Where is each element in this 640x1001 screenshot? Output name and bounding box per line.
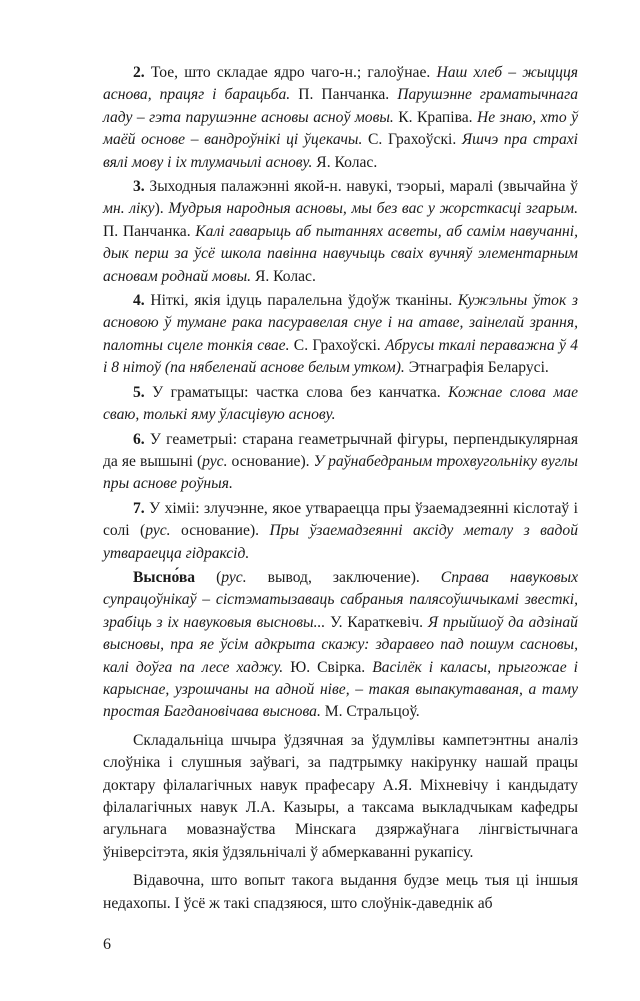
entry-number: 4. (133, 292, 145, 310)
dictionary-entry (103, 567, 578, 724)
definition-text: Ю. Свірка. (283, 658, 373, 676)
example-text: мн. ліку (103, 200, 155, 218)
definition-text: Ніткі, якія ідуць паралельна ўдоўж тканіны. (144, 292, 458, 310)
dictionary-entry (103, 176, 578, 288)
example-text: Васілёк і каласы, прыгожае і карыснае, узрошчаны на адной ніве, – такая выпакутаваная, а таму простая Багдановічава выснова. (103, 658, 578, 721)
example-text: рус. (145, 522, 171, 540)
example-text: Яшчэ пра страхі вялі мову і іх тлумачылі аснову. (103, 131, 578, 171)
example-text: Кожнае слова мае сваю, толькі яму ўласцівую аснову. (103, 383, 579, 424)
entry-number: 5. (133, 383, 145, 401)
definition-text: М. Стральцоў. (320, 703, 420, 721)
dictionary-entry (103, 429, 578, 496)
definition-text: Этнаграфія Беларусі. (404, 359, 549, 377)
definition-text: вывод, заключение). (246, 568, 441, 586)
dictionary-entry (103, 498, 578, 565)
entry-number: 3. (133, 178, 145, 196)
definition-text: Тое, што складае ядро чаго-н.; галоўнае. (144, 64, 437, 81)
definition-text: основание). (170, 522, 270, 540)
entry-number: 2. (133, 64, 145, 81)
definition-text: П. Панчанка. (290, 86, 398, 104)
preface-paragraph: Відавочна, што вопыт такога выдання будзе мець тыя ці іншыя недахопы. І ўсё ж такі спадзяюся, што слоўнік-даведнік аб (103, 872, 578, 912)
definition-text: Я. Колас. (251, 267, 316, 285)
dictionary-entry (103, 290, 578, 380)
definition-text: ( (195, 568, 222, 586)
body-text (103, 62, 578, 915)
definition-text: С. Грахоўскі. (362, 131, 462, 149)
page-number: 6 (103, 936, 111, 953)
definition-text: У граматыцы: частка слова без канчатка. (144, 383, 449, 401)
definition-text: С. Грахоўскі. (289, 336, 386, 354)
definition-text: основание). (227, 452, 314, 470)
example-text: Абрусы ткалі пераважна ў 4 і 8 нітоў (па нябеленай аснове белым утком). (103, 336, 579, 377)
dictionary-entry (103, 382, 578, 427)
definition-text: П. Панчанка. (103, 222, 196, 240)
example-text: Пры ўзаемадзеянні аксіду металу з вадой утвараецца гідраксід. (103, 522, 579, 562)
definition-text: У. Караткевіч. (325, 613, 428, 631)
definition-text: У хіміі: злучэнне, якое утвараецца пры ўзаемадзеянні кіслотаў і солі ( (103, 499, 578, 540)
definition-text: У геаметрыі: старана геаметрычнай фігуры, перпендыкулярная да яе вышыні ( (103, 430, 578, 470)
example-text: рус. (221, 568, 247, 586)
example-text: У раўнабедраным трохвугольніку вуглы пры аснове роўныя. (103, 452, 578, 493)
definition-text: Я. Колас. (312, 153, 378, 171)
definition-text: Зыходныя палажэнні якой-н. навукі, тэорыі, маралі (звычайна ў (144, 178, 578, 196)
example-text: рус. (202, 452, 228, 470)
dictionary-entry (103, 62, 578, 174)
entry-number: 6. (133, 430, 145, 448)
preface-paragraph: Складальніца шчыра ўдзячная за ўдумлівы кампетэнтны аналіз слоўніка і слушныя заўвагі, за падтрымку накірунку нашай працы доктару філалагічных навук прафесару А.Я. Міхневічу і кандыдату філалагічных навук Л.А. Казыры, а таксама выкладчыкам кафедры агульнага мовазнаўства Мінскага дзяржаўнага лінгвістычнага ўніверсітэта, якія ўдзяльнічалі ў абмеркаванні рукапісу. (103, 731, 578, 861)
example-text: Справа навуковых супрацоўнікаў – сістэматызаваць сабраныя палясоўшчыкамі звесткі, зрабіць з іх навуковыя высновы... (103, 568, 578, 631)
example-text: Парушэнне граматычнага ладу – гэта парушэнне асновы асноў мовы. (103, 86, 578, 126)
definition-text: ). (154, 200, 169, 218)
example-text: Наш хлеб – жыццця аснова, працяг і барацьба. (103, 64, 578, 104)
entry-number: Высно́ва (133, 568, 196, 586)
example-text: Кужэльны ўток з асновою ў тумане рака пасуравелая снуе і на атаве, заінелай зрання, палотны сцеле тонкія свае. (103, 292, 578, 354)
example-text: Не знаю, хто ў маёй основе – вандроўнікі ці ўцекачы. (103, 108, 578, 149)
example-text: Я прыйшоў да адзінай высновы, пра яе ўсім адкрыта скажу: здаравео пад пошум сасновы, калі доўга па лесе хаджу. (103, 613, 578, 676)
definition-text: К. Крапіва. (393, 108, 478, 126)
entry-number: 7. (133, 499, 145, 517)
example-text: Мудрыя народныя асновы, мы без вас у жорсткасці згарым. (168, 200, 578, 218)
example-text: Калі гаварыць аб пытаннях асветы, аб самім навучанні, дык перш за ўсё школа павінна навучыць сваіх вучняў элементарным асновам роднай мовы. (103, 222, 578, 285)
